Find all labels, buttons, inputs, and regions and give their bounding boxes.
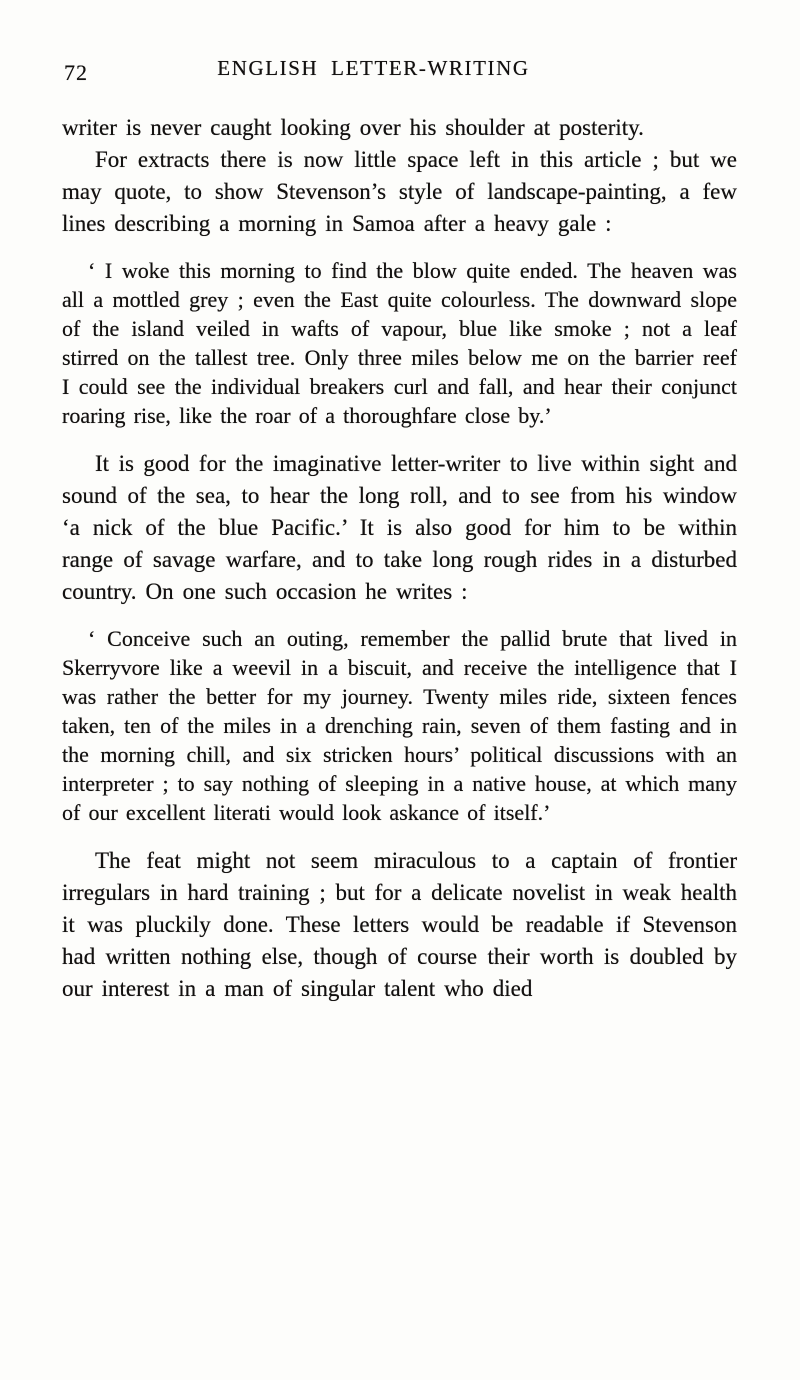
paragraph-continuation: writer is never caught looking over his shoulder at posterity.	[62, 115, 644, 140]
paragraph: The feat might not seem miraculous to a captain of frontier irregulars in hard training ; but for a delicate novelist in weak health it was pluckily done. These letters would be readable if Stevenson had written nothing else, though of course their worth is doubled by our interest in a man of singular talent who died	[62, 848, 737, 1001]
running-title: ENGLISH LETTER-WRITING	[217, 56, 530, 80]
page-body	[62, 112, 737, 1005]
page-header	[62, 56, 737, 88]
block-quote-letter-extract: ‘ I woke this morning to find the blow quite ended. The heaven was all a mottled grey ; even the East quite colourless. The downward slope of the island veiled in wafts of vapour, blue like smoke ; not a leaf stirred on the tallest tree. Only three miles below me on the barrier reef I could see the individual breakers curl and fall, and hear their conjunct roaring rise, like the roar of a thoroughfare close by.’	[62, 258, 737, 428]
paragraph: For extracts there is now little space left in this article ; but we may quote, to show Stevenson’s style of landscape-painting, a few lines describing a morning in Samoa after a heavy gale :	[62, 147, 737, 236]
paragraph: It is good for the imaginative letter-writer to live within sight and sound of the sea, to hear the long roll, and to see from his window ‘a nick of the blue Pacific.’ It is also good for him to be within range of savage warfare, and to take long rough rides in a disturbed country. On one such occasion he writes :	[62, 451, 737, 604]
block-quote-letter-extract: ‘ Conceive such an outing, remember the pallid brute that lived in Skerryvore like a weevil in a biscuit, and receive the intelligence that I was rather the better for my journey. Twenty miles ride, sixteen fences taken, ten of the miles in a drenching rain, seven of them fasting and in the morning chill, and six stricken hours’ political discussions with an interpreter ; to say nothing of sleeping in a native house, at which many of our excellent literati would look askance of itself.’	[62, 626, 737, 825]
page-number: 72	[64, 60, 88, 85]
